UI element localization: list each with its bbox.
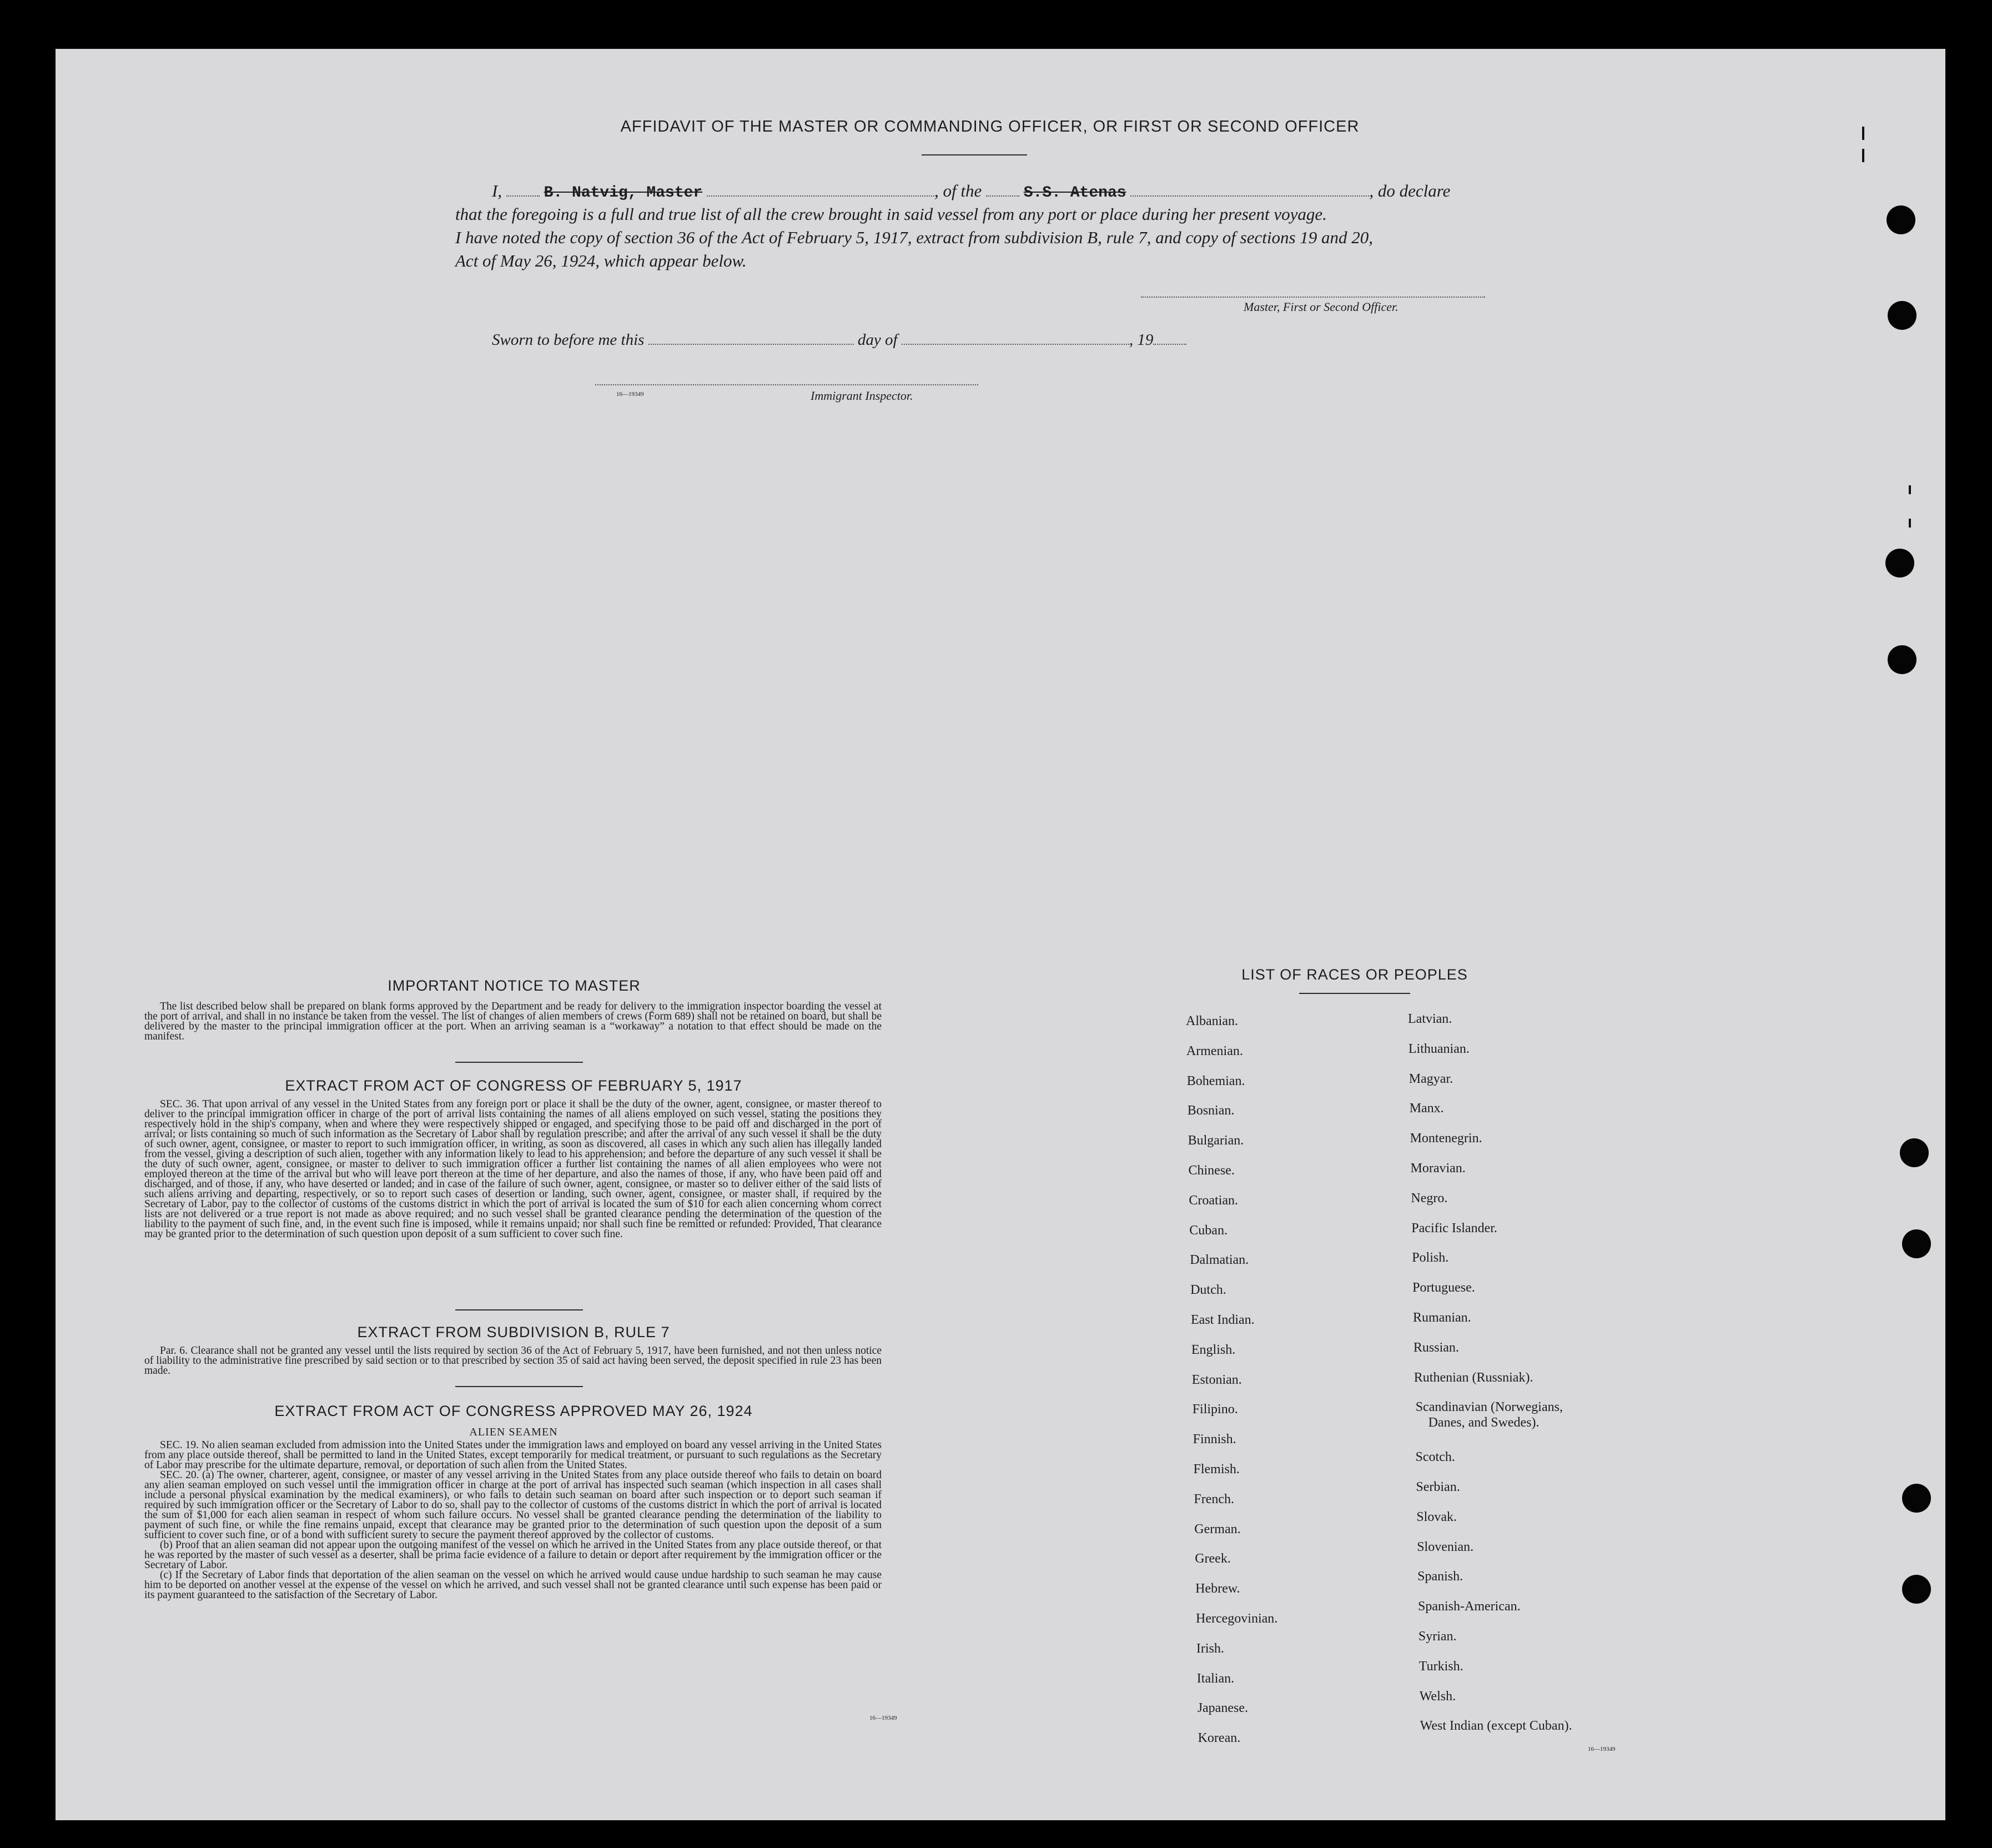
race-list-item: Dutch. [1190, 1283, 1226, 1298]
race-list-item: Moravian. [1410, 1161, 1466, 1176]
race-list-item: German. [1194, 1521, 1241, 1536]
race-list-item: Slovak. [1416, 1509, 1457, 1524]
edge-mark [1909, 519, 1911, 528]
race-list-item: Polish. [1412, 1251, 1449, 1266]
race-list-item: Slovenian. [1417, 1539, 1474, 1554]
race-list-item: Flemish. [1193, 1462, 1240, 1477]
extract-form-number: 16—19349 [869, 1715, 897, 1721]
race-list-item: Spanish. [1417, 1569, 1463, 1584]
race-list-item: Serbian. [1416, 1480, 1460, 1494]
signature-line [1141, 294, 1485, 298]
race-list-item: West Indian (except Cuban). [1420, 1719, 1572, 1734]
race-list-item: Manx. [1409, 1101, 1444, 1116]
race-list-item: Filipino. [1192, 1402, 1238, 1417]
race-list-item: Hercegovinian. [1196, 1611, 1278, 1626]
binder-hole [1885, 549, 1914, 578]
rule7-rule [455, 1386, 583, 1387]
extract-1917-title: EXTRACT FROM ACT OF CONGRESS OF FEBRUARY 5, 1917 [285, 1077, 742, 1094]
binder-hole [1888, 645, 1916, 674]
binder-hole [1887, 205, 1915, 234]
master-name: B. Natvig, Master [544, 184, 703, 202]
races-form-number: 16—19349 [1588, 1746, 1616, 1752]
affidavit-title: AFFIDAVIT OF THE MASTER OR COMMANDING OFFICER, OR FIRST OR SECOND OFFICER [620, 118, 1360, 135]
race-list-item: East Indian. [1191, 1313, 1255, 1327]
race-list-item: Greek. [1195, 1551, 1231, 1566]
extract-1924-text: SEC. 19. No alien seaman excluded from admission into the United States under the immigration laws and employed on board any vessel arriving in the United States from any place outside thereof, shall be permitted to land in the United States, except temporarily for medical treatment, or pursuant to such regulations as the Secretary of Labor may prescribe for the ultimate departure, removal, or deportation of such alien from the United States. SEC. 20. (a) The owner, charterer, agent, consignee, or master of any vessel arriving in the United States from any place outside thereof who fails to detain on board any alien seaman employed on such vessel until the immigration officer in charge at the port of arrival has inspected such seaman (which inspection in all cases shall include a personal physical examination by the medical examiners), or who fails to detain such seaman on board after such inspection or to deport such seaman if required by such immigration officer or the Secretary of Labor to do so, shall pay to the collector of customs of the customs district in which the port of arrival is located the sum of $1,000 for each alien seaman in respect of whom such failure occurs. No vessel shall be granted clearance pending the determination of the liability to payment of such fine, or while the fine remains unpaid, except that clearance may be granted prior to the determination of such question upon the deposit of a sum sufficient to cover such fine, or of a bond with sufficient surety to secure the payment thereof approved by the collector of customs. (b) Proof that an alien seaman did not appear upon the outgoing manifest of the vessel on which he arrived in the United States from any place outside thereof, or that he was reported by the master of such vessel as a deserter, shall be prima facie evidence of a failure to detain or deport after requirement by the immigration officer or the Secretary of Labor. (c) If the Secretary of Labor finds that deportation of the alien seaman on the vessel on which he arrived would cause undue hardship to such seaman he may cause him to be deported on another vessel at the expense of the vessel on which he arrived, and such vessel shall not be granted clearance until such expense has been paid or its payment guaranteed to the satisfaction of the Secretary of Labor. [144, 1439, 882, 1601]
binder-hole [1888, 301, 1916, 330]
races-title: LIST OF RACES OR PEOPLES [1241, 966, 1468, 983]
race-list-item: Chinese. [1188, 1163, 1235, 1178]
race-list-item: Hebrew. [1195, 1581, 1240, 1596]
notice-rule [455, 1062, 583, 1063]
title-rule [922, 154, 1027, 155]
race-list-item: Rumanian. [1413, 1310, 1471, 1325]
race-list-item: Korean. [1198, 1731, 1241, 1746]
race-list-item: Pacific Islander. [1411, 1221, 1497, 1236]
race-list-item: Scandinavian (Norwegians, [1415, 1400, 1563, 1415]
affidavit-line-3: I have noted the copy of section 36 of the Act of February 5, 1917, extract from subdivision B, rule 7, and copy of sections 19 and 20, [455, 228, 1374, 247]
binder-hole [1902, 1575, 1931, 1604]
race-list-item: Portuguese. [1412, 1280, 1475, 1295]
race-list-item: Negro. [1411, 1191, 1448, 1206]
rule7-text: Par. 6. Clearance shall not be granted any vessel until the lists required by section 36 of the Act of February 5, 1917, have been furnished, and not then unless notice of liability to the administrative fine prescribed by said section or to that prescribed by section 35 of said act having been served, the deposit specified in rule 23 has been made. [144, 1345, 882, 1377]
sworn-line: Sworn to before me this day of , 19 [492, 331, 1186, 349]
inspector-signature-line [595, 382, 978, 385]
race-list-item: Albanian. [1186, 1014, 1238, 1028]
race-list-item: Croatian. [1189, 1193, 1239, 1208]
document-page [56, 49, 1945, 1820]
race-list-item: Russian. [1413, 1340, 1459, 1355]
signature-label: Master, First or Second Officer. [1244, 300, 1399, 314]
affidavit-line-4: Act of May 26, 1924, which appear below. [455, 251, 747, 270]
race-list-item: Armenian. [1186, 1043, 1243, 1058]
race-list-item: Ruthenian (Russniak). [1413, 1370, 1533, 1385]
affidavit-form-number: 16—19349 [616, 391, 644, 398]
race-list-item: Italian. [1196, 1671, 1235, 1686]
inspector-label: Immigrant Inspector. [811, 389, 913, 403]
vessel-name: S.S. Atenas [1023, 184, 1126, 202]
race-list-item: Bulgarian. [1188, 1133, 1244, 1148]
race-list-item: French. [1194, 1492, 1235, 1506]
affidavit-line-1: I, B. Natvig, Master , of the S.S. Atenas , do declare [492, 181, 1451, 202]
notice-text: The list described below shall be prepared on blank forms approved by the Department and be ready for delivery to the immigration inspector boarding the vessel at the port of arrival, and shall in no instance be taken from the vessel. The list of changes of alien members of crews (Form 689) shall not be retained on board, but shall be delivered by the master to the principal immigration officer at the port. When an arriving seaman is a “workaway” a notation to that effect should be made on the manifest. [144, 1001, 882, 1042]
race-list-item: English. [1191, 1342, 1236, 1357]
race-list-item: Syrian. [1418, 1629, 1457, 1644]
race-list-item: Cuban. [1189, 1223, 1228, 1238]
race-list-item: Montenegrin. [1410, 1131, 1482, 1146]
race-list-item: Bohemian. [1186, 1073, 1245, 1088]
edge-mark [1862, 149, 1864, 162]
race-list-item: Danes, and Swedes). [1428, 1415, 1540, 1430]
race-list-item: Scotch. [1415, 1450, 1455, 1465]
rule7-title: EXTRACT FROM SUBDIVISION B, RULE 7 [357, 1324, 670, 1340]
race-list-item: Bosnian. [1187, 1103, 1235, 1118]
race-list-item: Japanese. [1197, 1701, 1248, 1716]
race-list-item: Latvian. [1408, 1012, 1452, 1026]
affidavit-line-2: that the foregoing is a full and true list of all the crew brought in said vessel from any port or place during her present voyage. [455, 204, 1327, 224]
binder-hole [1900, 1138, 1929, 1167]
race-list-item: Lithuanian. [1408, 1041, 1470, 1056]
race-list-item: Magyar. [1409, 1071, 1453, 1086]
binder-hole [1902, 1229, 1931, 1258]
race-list-item: Finnish. [1193, 1432, 1236, 1447]
extract-1924-title: EXTRACT FROM ACT OF CONGRESS APPROVED MAY 26, 1924 [274, 1403, 753, 1419]
edge-mark [1909, 485, 1911, 494]
race-list-item: Dalmatian. [1190, 1253, 1249, 1268]
notice-title: IMPORTANT NOTICE TO MASTER [388, 977, 641, 994]
race-list-item: Estonian. [1191, 1372, 1242, 1387]
race-list-item: Turkish. [1418, 1659, 1463, 1674]
race-list-item: Irish. [1196, 1641, 1224, 1656]
binder-hole [1902, 1484, 1931, 1513]
extract-1917-rule [455, 1309, 583, 1310]
alien-seamen-subtitle: ALIEN SEAMEN [469, 1426, 558, 1438]
races-rule [1299, 993, 1410, 994]
extract-1917-text: SEC. 36. That upon arrival of any vessel in the United States from any foreign port or place it shall be the duty of the owner, agent, consignee, or master thereof to deliver to the principal immigration officer in charge of the port of arrival lists containing the names of all aliens employed on such vessel, stating the positions they respectively hold in the ship's company, when and where they were respectively shipped or engaged, and specifying those to be paid off and discharged in the port of arrival; or lists containing so much of such information as the Secretary of Labor shall by regulation prescribe; and after the arrival of any such vessel it shall be the duty of such owner, agent, consignee, or master to report to such immigration officer, in writing, as soon as discovered, all cases in which any such alien has illegally landed from the vessel, giving a description of such alien, together with any information likely to lead to his apprehension; and before the departure of any such vessel it shall be the duty of such owner, agent, consignee, or master to deliver to such immigration officer a further list containing the names of all alien employees who were not employed thereon at the time of the arrival but who will leave port thereon at the time of her departure, and also the names of those, if any, who have been paid off and discharged, and of those, if any, who have deserted or landed; and in case of the failure of such owner, agent, consignee, or master so to deliver either of the said lists of such aliens arriving and departing, respectively, or so to report such cases of desertion or landing, such owner, agent, consignee, or master shall, if required by the Secretary of Labor, pay to the collector of customs of the customs district in which the port of arrival is located the sum of $10 for each alien concerning whom correct lists are not delivered or a true report is not made as above required; and no such vessel shall be granted clearance pending the determination of the question of the liability to the payment of such fine, and, in the event such fine is imposed, while it remains unpaid; nor shall such fine be remitted or refunded: Provided, That clearance may be granted prior to the determination of such question upon deposit of a sum sufficient to cover such fine. [144, 1098, 882, 1240]
edge-mark [1862, 127, 1864, 140]
race-list-item: Welsh. [1419, 1689, 1456, 1704]
race-list-item: Spanish-American. [1418, 1599, 1521, 1614]
